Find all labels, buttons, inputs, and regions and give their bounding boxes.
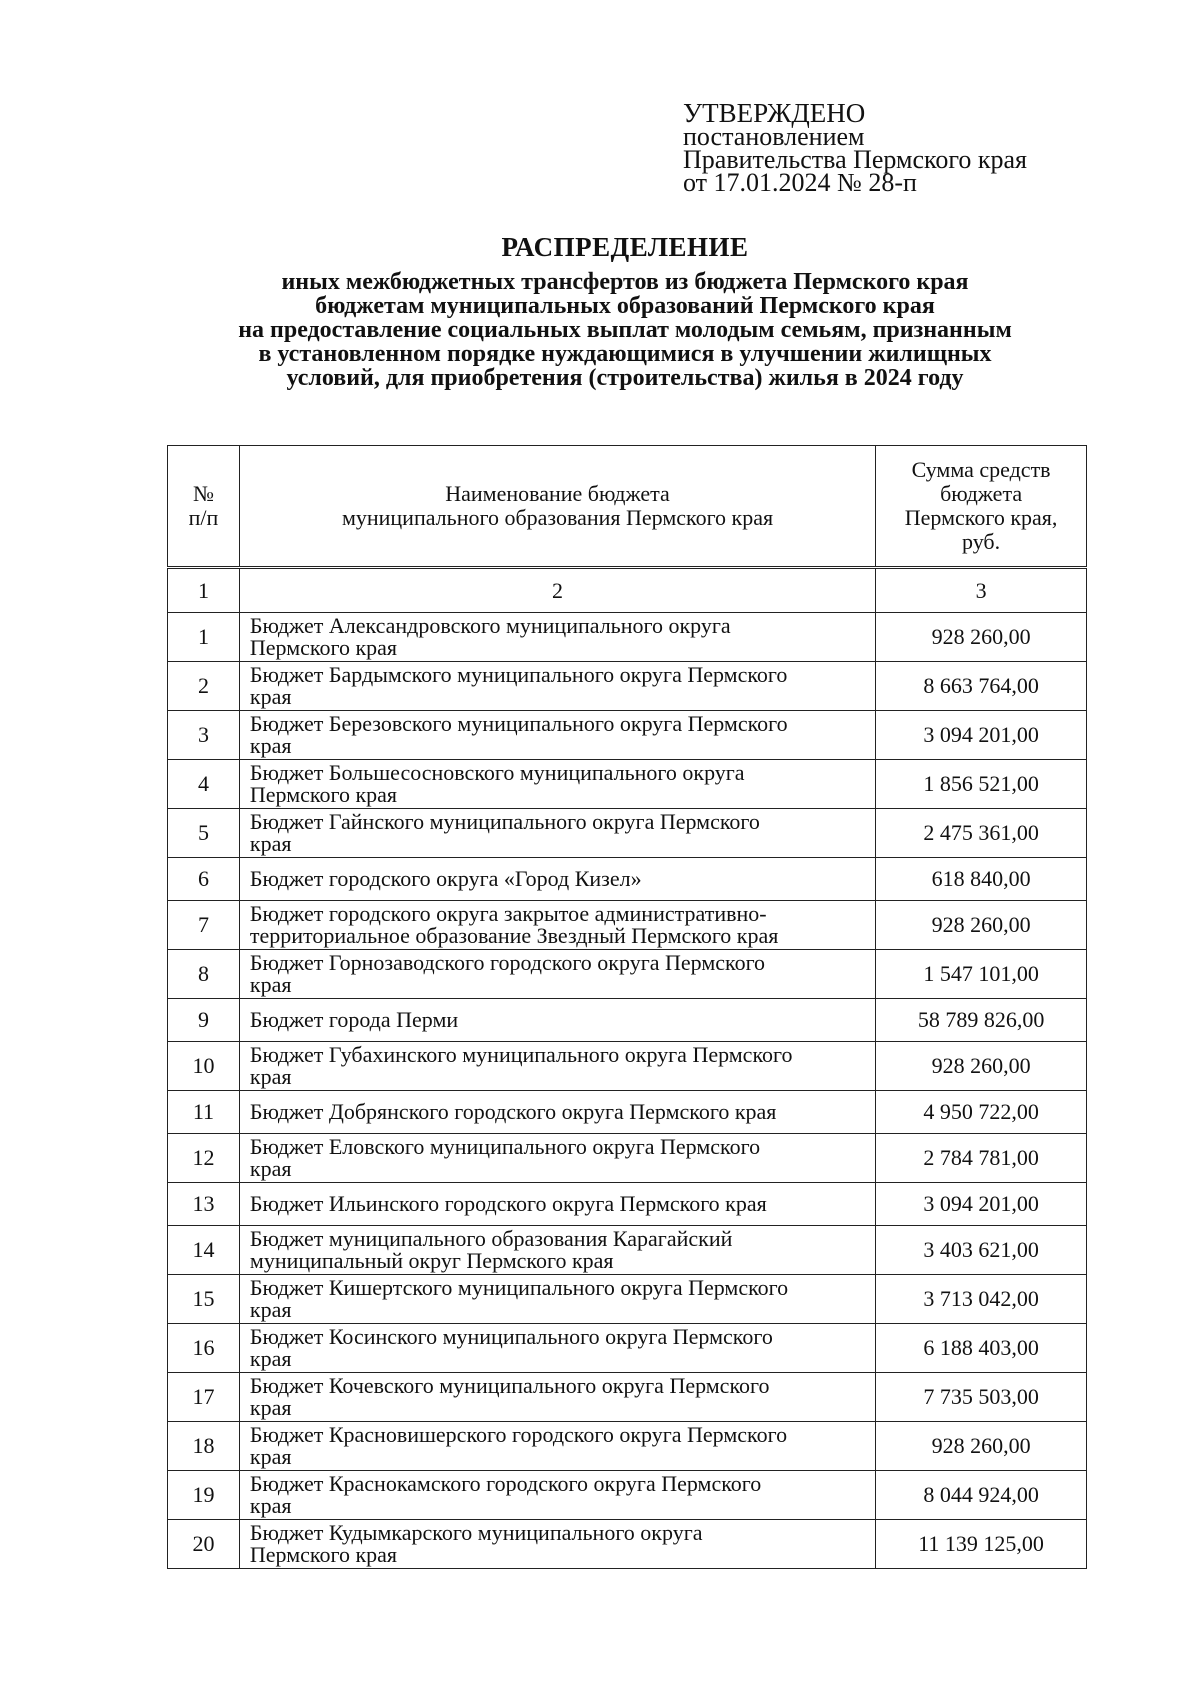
row-number: 18 — [168, 1422, 240, 1471]
row-number: 19 — [168, 1471, 240, 1520]
table-header-row — [168, 446, 1087, 568]
amount: 6 188 403,00 — [876, 1324, 1087, 1373]
budget-name — [239, 1471, 875, 1520]
column-number: 1 — [168, 568, 240, 613]
amount: 928 260,00 — [876, 613, 1087, 662]
header-text: № — [192, 481, 214, 506]
row-number: 4 — [168, 760, 240, 809]
amount: 928 260,00 — [876, 901, 1087, 950]
row-number: 6 — [168, 858, 240, 901]
table-row — [168, 1226, 1087, 1275]
subtitle-line: бюджетам муниципальных образований Пермского края — [315, 293, 935, 319]
budget-name — [239, 901, 875, 950]
budget-name-line: Бюджет городского округа «Город Кизел» — [249, 866, 642, 891]
row-number: 13 — [168, 1183, 240, 1226]
budget-name-line: Бюджет Кудымкарского муниципального округа — [249, 1520, 703, 1545]
row-number: 15 — [168, 1275, 240, 1324]
row-number: 5 — [168, 809, 240, 858]
row-number: 9 — [168, 999, 240, 1042]
budget-name — [239, 999, 875, 1042]
budget-name-line: Бюджет Большесосновского муниципального округа — [249, 760, 745, 785]
table-row — [168, 809, 1087, 858]
column-number-row — [168, 568, 1087, 613]
budget-name — [239, 1134, 875, 1183]
table-row — [168, 1042, 1087, 1091]
approval-line: постановлением — [683, 122, 865, 151]
amount: 3 094 201,00 — [876, 1183, 1087, 1226]
amount: 1 856 521,00 — [876, 760, 1087, 809]
table-row — [168, 760, 1087, 809]
budget-name — [239, 1324, 875, 1373]
table-row — [168, 711, 1087, 760]
budget-name-line: края — [249, 1395, 292, 1420]
budget-name — [239, 1091, 875, 1134]
header-text: п/п — [188, 505, 219, 530]
table-row — [168, 950, 1087, 999]
budget-name-line: Бюджет Добрянского городского округа Пермского края — [249, 1099, 777, 1124]
budget-name-line: Пермского края — [249, 635, 398, 660]
table-row — [168, 1134, 1087, 1183]
budget-name-line: края — [249, 1444, 292, 1469]
header-text: руб. — [962, 529, 1001, 554]
approval-heading: УТВЕРЖДЕНО — [683, 98, 866, 128]
approval-line: от 17.01.2024 № 28-п — [683, 168, 917, 197]
subtitle-line: иных межбюджетных трансфертов из бюджета Пермского края — [281, 269, 969, 295]
budget-name — [239, 1275, 875, 1324]
row-number: 11 — [168, 1091, 240, 1134]
amount: 4 950 722,00 — [876, 1091, 1087, 1134]
budget-name-line: Бюджет Краснокамского городского округа Пермского — [249, 1471, 762, 1496]
row-number: 20 — [168, 1520, 240, 1569]
document-subtitle — [150, 270, 1100, 390]
table-row — [168, 1422, 1087, 1471]
budget-name-line: края — [249, 1064, 292, 1089]
table-row — [168, 1324, 1087, 1373]
subtitle-line: в установленном порядке нуждающимися в улучшении жилищных — [258, 341, 992, 367]
subtitle-line: на предоставление социальных выплат молодым семьям, признанным — [238, 317, 1012, 343]
distribution-table — [167, 445, 1087, 1569]
header-text: муниципального образования Пермского края — [341, 505, 774, 530]
budget-name-line: Бюджет Бардымского муниципального округа Пермского — [249, 662, 788, 687]
amount: 3 713 042,00 — [876, 1275, 1087, 1324]
table-row — [168, 662, 1087, 711]
table-row — [168, 1091, 1087, 1134]
row-number: 8 — [168, 950, 240, 999]
budget-name-line: Бюджет Кишертского муниципального округа Пермского — [249, 1275, 789, 1300]
table-row — [168, 1471, 1087, 1520]
budget-name — [239, 1042, 875, 1091]
amount: 928 260,00 — [876, 1422, 1087, 1471]
document-title: РАСПРЕДЕЛЕНИЕ — [501, 232, 749, 262]
row-number: 10 — [168, 1042, 240, 1091]
row-number: 2 — [168, 662, 240, 711]
budget-name — [239, 760, 875, 809]
budget-name — [239, 1183, 875, 1226]
subtitle-line: условий, для приобретения (строительства) жилья в 2024 году — [286, 365, 964, 391]
budget-name-line: Бюджет города Перми — [249, 1007, 459, 1032]
row-number: 14 — [168, 1226, 240, 1275]
table-row — [168, 1520, 1087, 1569]
budget-name-line: Бюджет Березовского муниципального округа Пермского — [249, 711, 788, 736]
header-text: бюджета — [940, 481, 1023, 506]
budget-name-line: края — [249, 1297, 292, 1322]
budget-name-line: Бюджет Красновишерского городского округа Пермского — [249, 1422, 788, 1447]
budget-name-line: края — [249, 972, 292, 997]
table-row — [168, 901, 1087, 950]
budget-name — [239, 1373, 875, 1422]
table-row — [168, 613, 1087, 662]
budget-name-line: края — [249, 1156, 292, 1181]
budget-name — [239, 711, 875, 760]
budget-name — [239, 1226, 875, 1275]
approval-stamp — [683, 98, 1027, 197]
row-number: 12 — [168, 1134, 240, 1183]
header-amount — [876, 446, 1087, 568]
budget-name-line: Бюджет муниципального образования Карагайский — [249, 1226, 733, 1251]
approval-line: Правительства Пермского края — [683, 145, 1027, 174]
budget-name — [239, 662, 875, 711]
budget-name-line: края — [249, 1346, 292, 1371]
budget-name-line: Бюджет Ильинского городского округа Пермского края — [249, 1191, 767, 1216]
amount: 3 094 201,00 — [876, 711, 1087, 760]
amount: 7 735 503,00 — [876, 1373, 1087, 1422]
budget-name-line: края — [249, 831, 292, 856]
budget-name-line: края — [249, 1493, 292, 1518]
budget-name-line: Бюджет Горнозаводского городского округа Пермского — [249, 950, 766, 975]
budget-name — [239, 1520, 875, 1569]
table-row — [168, 858, 1087, 901]
budget-name-line: Бюджет городского округа закрытое административно- — [249, 901, 767, 926]
header-text: Пермского края, — [904, 505, 1058, 530]
budget-name-line: Бюджет Кочевского муниципального округа Пермского — [249, 1373, 770, 1398]
table-row — [168, 1373, 1087, 1422]
column-number: 2 — [239, 568, 875, 613]
budget-name-line: Бюджет Губахинского муниципального округа Пермского — [249, 1042, 793, 1067]
amount: 928 260,00 — [876, 1042, 1087, 1091]
header-text: Наименование бюджета — [445, 481, 670, 506]
header-number — [168, 446, 240, 568]
amount: 11 139 125,00 — [876, 1520, 1087, 1569]
budget-name-line: края — [249, 733, 292, 758]
budget-name — [239, 858, 875, 901]
row-number: 16 — [168, 1324, 240, 1373]
column-number: 3 — [876, 568, 1087, 613]
budget-name-line: муниципальный округ Пермского края — [249, 1248, 614, 1273]
row-number: 1 — [168, 613, 240, 662]
header-budget-name — [239, 446, 875, 568]
budget-name-line: Бюджет Еловского муниципального округа Пермского — [249, 1134, 761, 1159]
amount: 3 403 621,00 — [876, 1226, 1087, 1275]
budget-name-line: Бюджет Косинского муниципального округа Пермского — [249, 1324, 773, 1349]
budget-name — [239, 809, 875, 858]
budget-name-line: края — [249, 684, 292, 709]
header-text: Сумма средств — [911, 457, 1051, 482]
budget-name-line: Пермского края — [249, 1542, 398, 1567]
budget-name-line: Пермского края — [249, 782, 398, 807]
budget-name — [239, 613, 875, 662]
row-number: 3 — [168, 711, 240, 760]
table-row — [168, 999, 1087, 1042]
row-number: 17 — [168, 1373, 240, 1422]
amount: 1 547 101,00 — [876, 950, 1087, 999]
budget-name-line: территориальное образование Звездный Пермского края — [249, 923, 779, 948]
row-number: 7 — [168, 901, 240, 950]
amount: 2 475 361,00 — [876, 809, 1087, 858]
table-row — [168, 1183, 1087, 1226]
budget-name — [239, 950, 875, 999]
table-row — [168, 1275, 1087, 1324]
budget-name-line: Бюджет Гайнского муниципального округа Пермского — [249, 809, 760, 834]
budget-name-line: Бюджет Александровского муниципального округа — [249, 613, 731, 638]
amount: 618 840,00 — [876, 858, 1087, 901]
amount: 58 789 826,00 — [876, 999, 1087, 1042]
amount: 2 784 781,00 — [876, 1134, 1087, 1183]
amount: 8 044 924,00 — [876, 1471, 1087, 1520]
amount: 8 663 764,00 — [876, 662, 1087, 711]
budget-name — [239, 1422, 875, 1471]
